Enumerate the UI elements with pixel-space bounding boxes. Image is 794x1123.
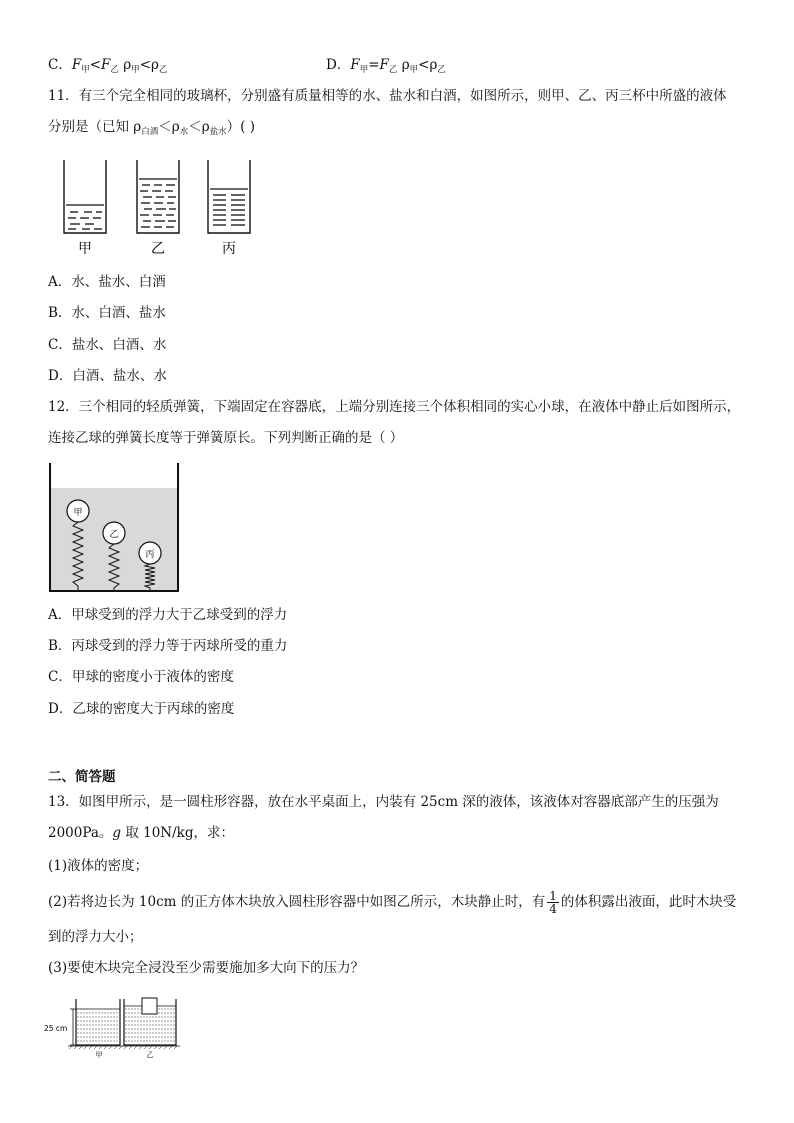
q13-label-yi: 乙: [146, 1051, 154, 1059]
q12-stem-line1: 12．三个相同的轻质弹簧，下端固定在容器底，上端分别连接三个体积相同的实心小球，在液体中静止后如图所示，: [48, 399, 741, 415]
section-heading: 二、简答题: [48, 769, 116, 785]
liquid-jia: [66, 205, 104, 229]
q11-label-yi: 乙: [151, 241, 165, 257]
q11-option-c[interactable]: C．盐水、白酒、水: [48, 337, 167, 353]
ball-yi-label: 乙: [109, 530, 119, 540]
cup-bing: [208, 160, 250, 233]
liquid-yi: [139, 179, 177, 227]
q12-option-d[interactable]: D．乙球的密度大于丙球的密度: [48, 701, 235, 717]
q13-part3: (3)要使木块完全浸没至少需要施加多大向下的压力？: [48, 960, 365, 976]
liquid-bing: [210, 189, 248, 225]
ball-jia-label: 甲: [73, 508, 83, 518]
cup-jia: [64, 160, 106, 233]
ground-hatch: [69, 1046, 177, 1049]
q11-stem-line2: 分别是（已知 $\rho_{白酒}<\rho_水<\rho_{盐水}$）( ): [48, 119, 255, 137]
q13-part2-cont: 到的浮力大小；: [48, 929, 143, 945]
wood-block: [142, 998, 157, 1014]
q12-option-c[interactable]: C．甲球的密度小于液体的密度: [48, 669, 234, 685]
q11-option-b[interactable]: B．水、白酒、盐水: [48, 305, 166, 321]
q11-option-d[interactable]: D．白酒、盐水、水: [48, 368, 167, 384]
q13-stem-line2: 2000Pa。g 取 10N/kg，求：: [48, 825, 234, 841]
prev-option-d: D．$F_甲=F_乙$ $\rho_甲<\rho_乙$: [326, 57, 446, 75]
depth-label: 25 cm: [44, 1024, 68, 1033]
q11-label-bing: 丙: [222, 241, 236, 257]
q13-label-jia: 甲: [95, 1051, 103, 1059]
fraction-one-quarter: $\frac{1}{4}$: [549, 889, 557, 916]
q13-stem-line1: 13．如图甲所示，是一圆柱形容器，放在水平桌面上，内装有 25cm 深的液体，该液体对容器底部产生的压强为: [48, 794, 719, 810]
ball-bing-label: 丙: [145, 550, 155, 560]
q13-part2: (2)若将边长为 10cm 的正方体木块放入圆柱形容器中如图乙所示，木块静止时，有 $\frac{1}{4}$ 的体积露出液面，此时木块受: [48, 889, 737, 916]
prev-option-c: C．$F_甲<F_乙$ $\rho_甲<\rho_乙$: [48, 57, 168, 75]
q11-figure: [56, 155, 266, 260]
q12-option-b[interactable]: B．丙球受到的浮力等于丙球所受的重力: [48, 638, 288, 654]
q12-option-a[interactable]: A．甲球受到的浮力大于乙球受到的浮力: [48, 607, 288, 623]
q11-label-jia: 甲: [78, 241, 92, 257]
q12-figure: [46, 460, 186, 595]
q13-figure: [44, 995, 184, 1060]
q12-stem-line2: 连接乙球的弹簧长度等于弹簧原长。下列判断正确的是（ ）: [48, 430, 404, 446]
q13-part1: (1)液体的密度；: [48, 858, 149, 874]
q11-stem-line1: 11．有三个完全相同的玻璃杯，分别盛有质量相等的水、盐水和白酒，如图所示，则甲、乙、丙三杯中所盛的液体: [48, 88, 727, 104]
q11-option-a[interactable]: A．水、盐水、白酒: [48, 274, 166, 290]
liquid-13-jia: [76, 1009, 120, 1045]
